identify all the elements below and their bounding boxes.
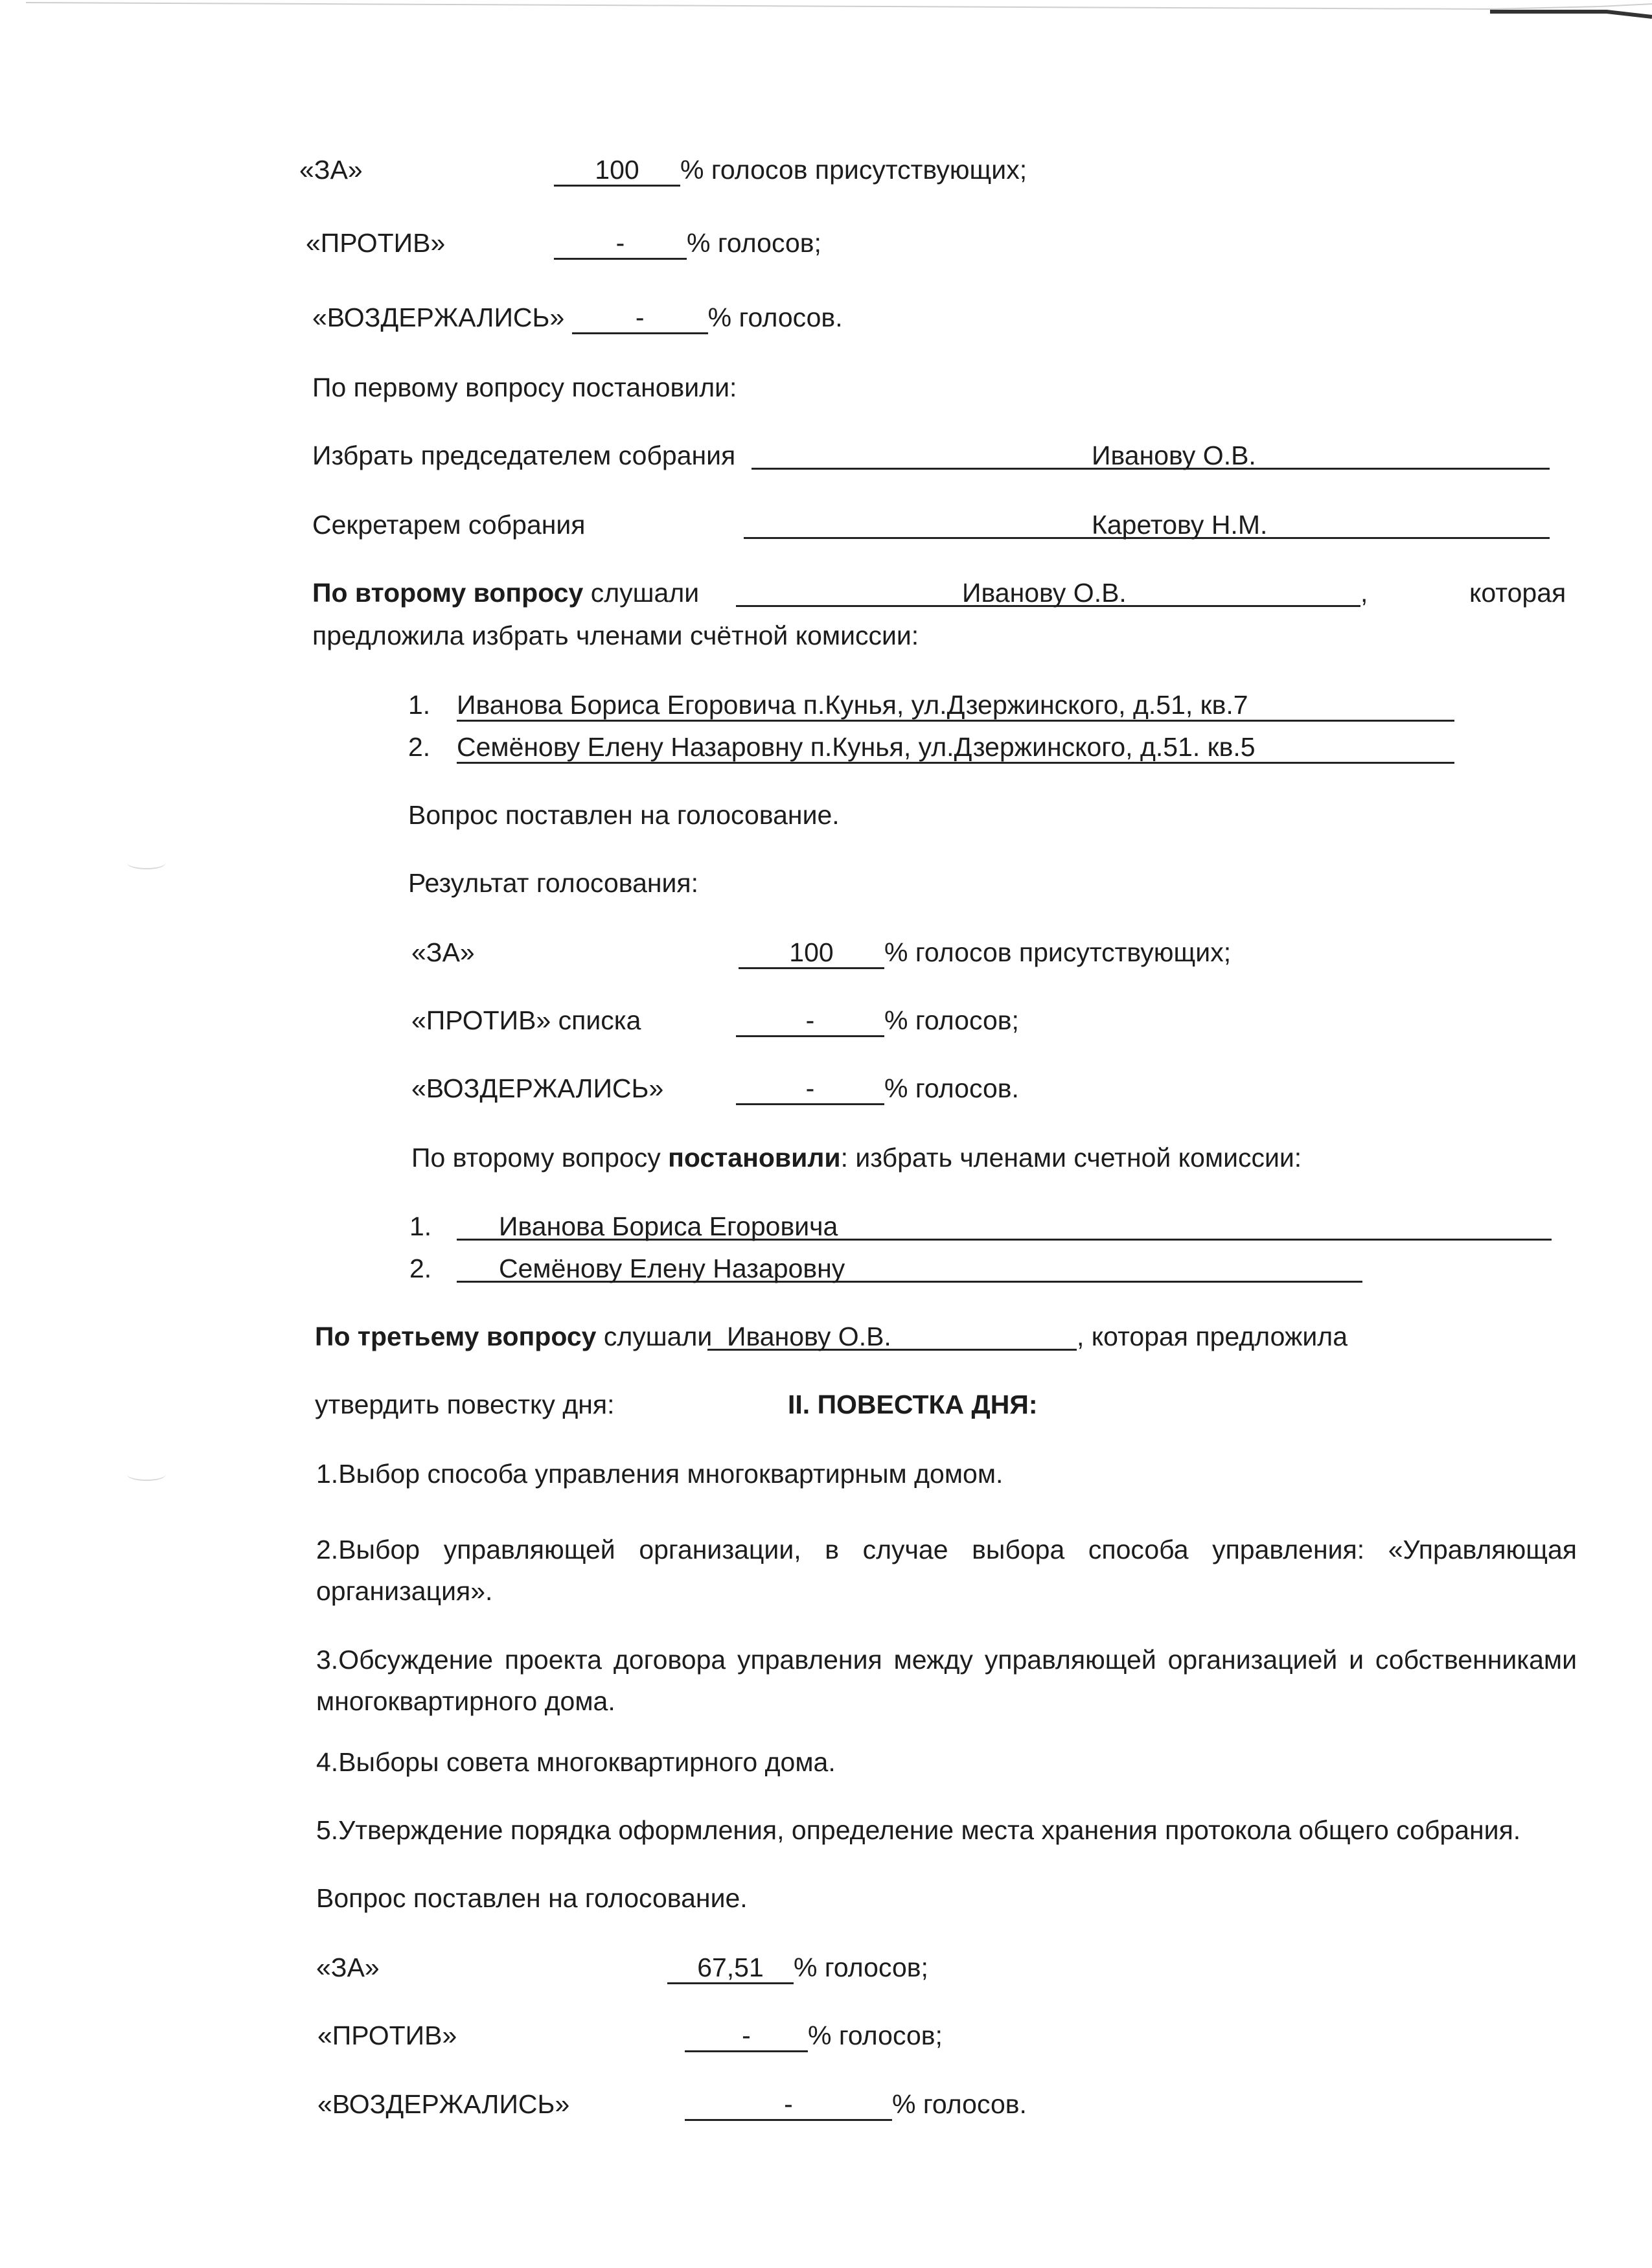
q2-vozd-value-line bbox=[736, 1075, 1019, 1105]
vote-suffix: % голосов; bbox=[808, 2021, 943, 2050]
q2-resolved-pre: По второму вопросу bbox=[411, 1143, 661, 1173]
agenda-item-3 bbox=[316, 1639, 1577, 1722]
q2-protiv-label: «ПРОТИВ» списка bbox=[411, 1005, 641, 1035]
vote-value: 100 bbox=[554, 157, 680, 187]
q1-secretary-name: Каретову Н.М. bbox=[1092, 510, 1268, 540]
q1-resolved: По первому вопросу постановили: bbox=[312, 372, 737, 402]
vote-suffix: % голосов; bbox=[794, 1953, 928, 1982]
vote-suffix: % голосов. bbox=[884, 1073, 1019, 1103]
vote-label: «ПРОТИВ» bbox=[306, 228, 446, 258]
q2-elected-2-text: Семёнову Елену Назаровну bbox=[499, 1254, 845, 1283]
vote-value: - bbox=[736, 1075, 884, 1105]
q2-za-label: «ЗА» bbox=[411, 937, 475, 967]
q3-protiv-value-line bbox=[685, 2022, 943, 2052]
q2-heard-text: слушали bbox=[590, 578, 700, 608]
q3-speaker: Иванову О.В. bbox=[727, 1322, 891, 1351]
agenda-title: II. ПОВЕСТКА ДНЯ: bbox=[788, 1390, 1038, 1419]
vote-value: - bbox=[685, 2022, 808, 2052]
q3-vozd-label: «ВОЗДЕРЖАЛИСЬ» bbox=[317, 2089, 570, 2119]
q3-who: , которая предложила bbox=[1077, 1322, 1348, 1351]
vote1-vozd-line bbox=[312, 304, 843, 334]
list-number: 1. bbox=[408, 690, 431, 720]
q3-vozd-value-line bbox=[685, 2091, 1027, 2121]
vote-value: 67,51 bbox=[667, 1954, 794, 1984]
q2-heard bbox=[312, 580, 699, 606]
q2-elected-2-num: 2. bbox=[409, 1254, 432, 1283]
scan-top-edge bbox=[0, 0, 1652, 22]
q2-heard-bold: По второму вопросу bbox=[312, 578, 584, 608]
q2-candidate-2 bbox=[408, 734, 430, 761]
q2-candidate-2-text bbox=[457, 734, 1454, 764]
q2-elected-1-text: Иванова Бориса Егоровича bbox=[499, 1211, 838, 1241]
agenda-item-3-text: 3.Обсуждение проекта договора управления между управляющей организацией и собственниками многоквартирного дома. bbox=[316, 1645, 1577, 1716]
vote-label: «ЗА» bbox=[299, 155, 363, 185]
q3-za-label: «ЗА» bbox=[316, 1953, 380, 1982]
vote-value: - bbox=[554, 230, 687, 260]
vote-value: - bbox=[736, 1007, 884, 1037]
agenda-item-2-text: 2.Выбор управляющей организации, в случае выбора способа управления: «Управляющая организация». bbox=[316, 1535, 1577, 1606]
agenda-item-5: 5.Утверждение порядка оформления, определение места хранения протокола общего собрания. bbox=[316, 1815, 1521, 1845]
vote1-za-value-line bbox=[554, 157, 1027, 187]
q2-who: которая bbox=[1469, 578, 1566, 608]
vote-value: - bbox=[685, 2091, 892, 2121]
vote-value: - bbox=[572, 304, 708, 334]
vote-suffix: % голосов присутствующих; bbox=[680, 155, 1027, 185]
q3-approve: утвердить повестку дня: bbox=[315, 1390, 615, 1419]
q3-protiv-label: «ПРОТИВ» bbox=[317, 2021, 457, 2050]
candidate-text: Семёнову Елену Назаровну п.Кунья, ул.Дзержинского, д.51. кв.5 bbox=[457, 734, 1454, 764]
q2-result-title: Результат голосования: bbox=[408, 868, 699, 898]
q2-elected-1-num: 1. bbox=[409, 1211, 432, 1241]
punch-hole-mark bbox=[127, 1468, 166, 1481]
vote1-za-line bbox=[299, 157, 363, 183]
vote-label: «ВОЗДЕРЖАЛИСЬ» bbox=[312, 303, 565, 332]
q2-protiv-value-line bbox=[736, 1007, 1019, 1037]
q3-za-value-line bbox=[667, 1954, 928, 1984]
q2-vozd-label: «ВОЗДЕРЖАЛИСЬ» bbox=[411, 1073, 664, 1103]
q2-resolved bbox=[411, 1145, 1302, 1171]
vote-suffix: % голосов; bbox=[687, 228, 821, 258]
q2-speaker: Иванову О.В. bbox=[962, 578, 1127, 608]
q2-resolved-post: : избрать членами счетной комиссии: bbox=[840, 1143, 1302, 1173]
agenda-item-1: 1.Выбор способа управления многоквартирным домом. bbox=[316, 1459, 1004, 1489]
q2-resolved-bold: постановили bbox=[668, 1143, 841, 1173]
vote1-protiv-value-line bbox=[554, 230, 821, 260]
vote-suffix: % голосов. bbox=[892, 2089, 1027, 2119]
q3-heard bbox=[315, 1323, 712, 1350]
q3-put-to-vote: Вопрос поставлен на голосование. bbox=[316, 1883, 748, 1913]
q3-heard-bold: По третьему вопросу bbox=[315, 1322, 597, 1351]
agenda-item-2 bbox=[316, 1529, 1577, 1612]
q3-heard-text: слушали bbox=[603, 1322, 713, 1351]
q1-secretary-label: Секретарем собрания bbox=[312, 510, 586, 540]
candidate-text: Иванова Бориса Егоровича п.Кунья, ул.Дзержинского, д.51, кв.7 bbox=[457, 692, 1454, 722]
list-number: 2. bbox=[408, 732, 431, 762]
vote-suffix: % голосов; bbox=[884, 1005, 1019, 1035]
q1-chair-name: Иванову О.В. bbox=[1092, 441, 1256, 470]
q2-proposal: предложила избрать членами счётной комиссии: bbox=[312, 621, 919, 650]
vote1-protiv-line bbox=[306, 230, 445, 257]
q1-chair-label: Избрать председателем собрания bbox=[312, 441, 736, 470]
q2-comma: , bbox=[1360, 578, 1368, 608]
vote-value: 100 bbox=[739, 939, 884, 969]
q2-candidate-1-text bbox=[457, 692, 1454, 722]
agenda-item-4: 4.Выборы совета многоквартирного дома. bbox=[316, 1747, 836, 1777]
punch-hole-mark bbox=[127, 856, 166, 869]
vote-suffix: % голосов присутствующих; bbox=[884, 937, 1232, 967]
q2-candidate-1 bbox=[408, 692, 430, 718]
q2-za-value-line bbox=[739, 939, 1231, 969]
vote-suffix: % голосов. bbox=[707, 303, 843, 332]
q2-put-to-vote: Вопрос поставлен на голосование. bbox=[408, 800, 840, 830]
